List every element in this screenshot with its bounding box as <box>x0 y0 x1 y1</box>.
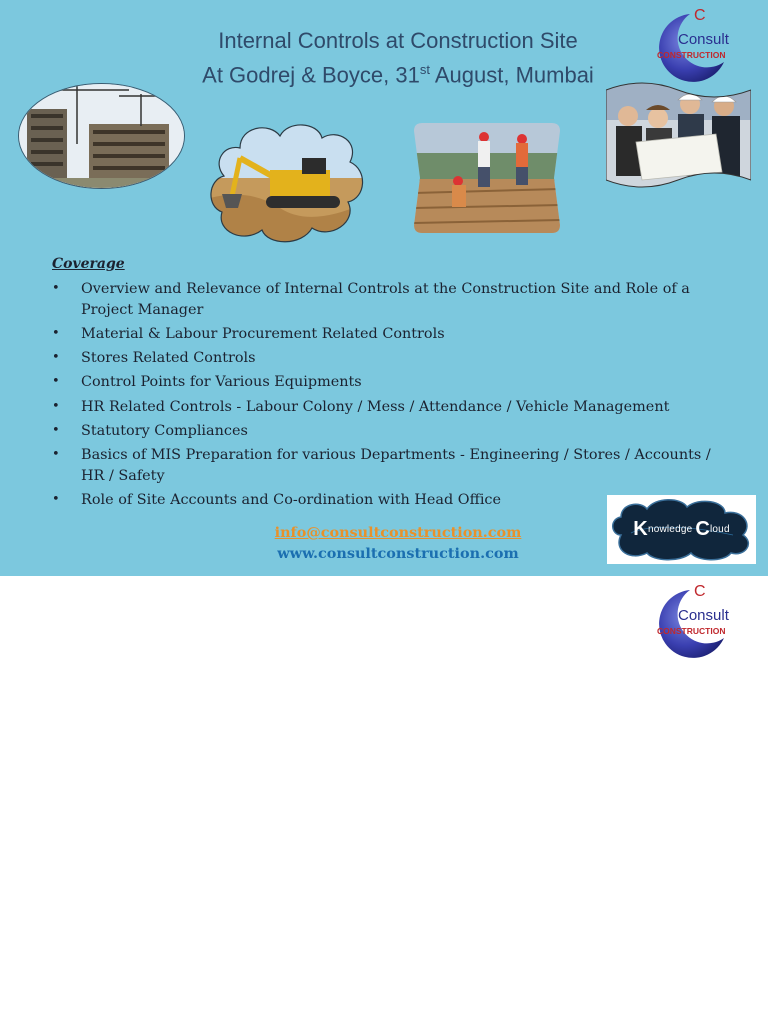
bullet-glyph: • <box>52 350 60 366</box>
email-link[interactable]: info@consultconstruction.com <box>274 524 522 541</box>
badge-word-loud: loud <box>710 524 730 535</box>
bullet-glyph: • <box>52 374 60 390</box>
list-item-text: Material & Labour Procurement Related Controls <box>81 325 445 342</box>
list-item-text: Statutory Compliances <box>81 422 248 439</box>
page-title <box>140 26 656 89</box>
badge-letter-k: K <box>633 518 648 540</box>
bullet-glyph: • <box>52 492 60 508</box>
consult-construction-logo-bottom <box>650 580 732 660</box>
badge-letter-c: C <box>695 518 710 540</box>
website-link[interactable]: www.consultconstruction.com <box>277 545 519 562</box>
logo-brand-bottom: CONSTRUCTION <box>657 50 726 60</box>
bullet-glyph: • <box>52 398 60 414</box>
list-item-text: Role of Site Accounts and Co-ordination with Head Office <box>81 492 501 509</box>
knowledge-cloud-text <box>607 495 756 564</box>
project-team-photo <box>606 80 751 188</box>
bullet-glyph: • <box>52 325 60 341</box>
list-item <box>52 397 712 418</box>
badge-word-nowledge: nowledge <box>647 524 693 535</box>
knowledge-cloud-badge <box>607 495 756 564</box>
coverage-list <box>52 279 712 514</box>
title-line-2-text: At Godrej & Boyce, 31 <box>202 62 420 88</box>
coverage-heading: Coverage <box>52 256 125 272</box>
list-item-text: Basics of MIS Preparation for various Departments - Engineering / Stores / Accounts / HR / Safety <box>81 447 711 484</box>
title-line-2 <box>140 55 656 89</box>
bullet-glyph: • <box>52 281 60 296</box>
list-item <box>52 421 712 442</box>
logo-brand-bottom: CONSTRUCTION <box>657 626 726 636</box>
roof-workers-photo <box>414 123 560 233</box>
consult-construction-logo <box>650 4 732 84</box>
excavator-photo <box>210 118 365 246</box>
list-item <box>52 279 712 320</box>
title-line-1: Internal Controls at Construction Site <box>218 28 578 53</box>
list-item-text: Control Points for Various Equipments <box>81 374 362 391</box>
title-ordinal-suffix: st <box>419 62 430 77</box>
bullet-glyph: • <box>52 447 60 463</box>
list-item <box>52 445 712 486</box>
logo-brand-top: Consult <box>678 607 729 624</box>
logo-brand-top: Consult <box>678 31 729 48</box>
logo-letter: C <box>694 583 706 600</box>
title-line-2-text-end: August, Mumbai <box>429 62 594 88</box>
list-item <box>52 348 712 369</box>
list-item-text: Overview and Relevance of Internal Controls at the Construction Site and Role of a Project Manager <box>81 281 690 318</box>
building-construction-photo <box>18 83 185 189</box>
list-item <box>52 324 712 345</box>
list-item-text: Stores Related Controls <box>81 350 256 367</box>
bullet-glyph: • <box>52 422 60 438</box>
logo-letter: C <box>694 7 706 24</box>
list-item-text: HR Related Controls - Labour Colony / Mess / Attendance / Vehicle Management <box>81 398 670 415</box>
list-item <box>52 372 712 393</box>
